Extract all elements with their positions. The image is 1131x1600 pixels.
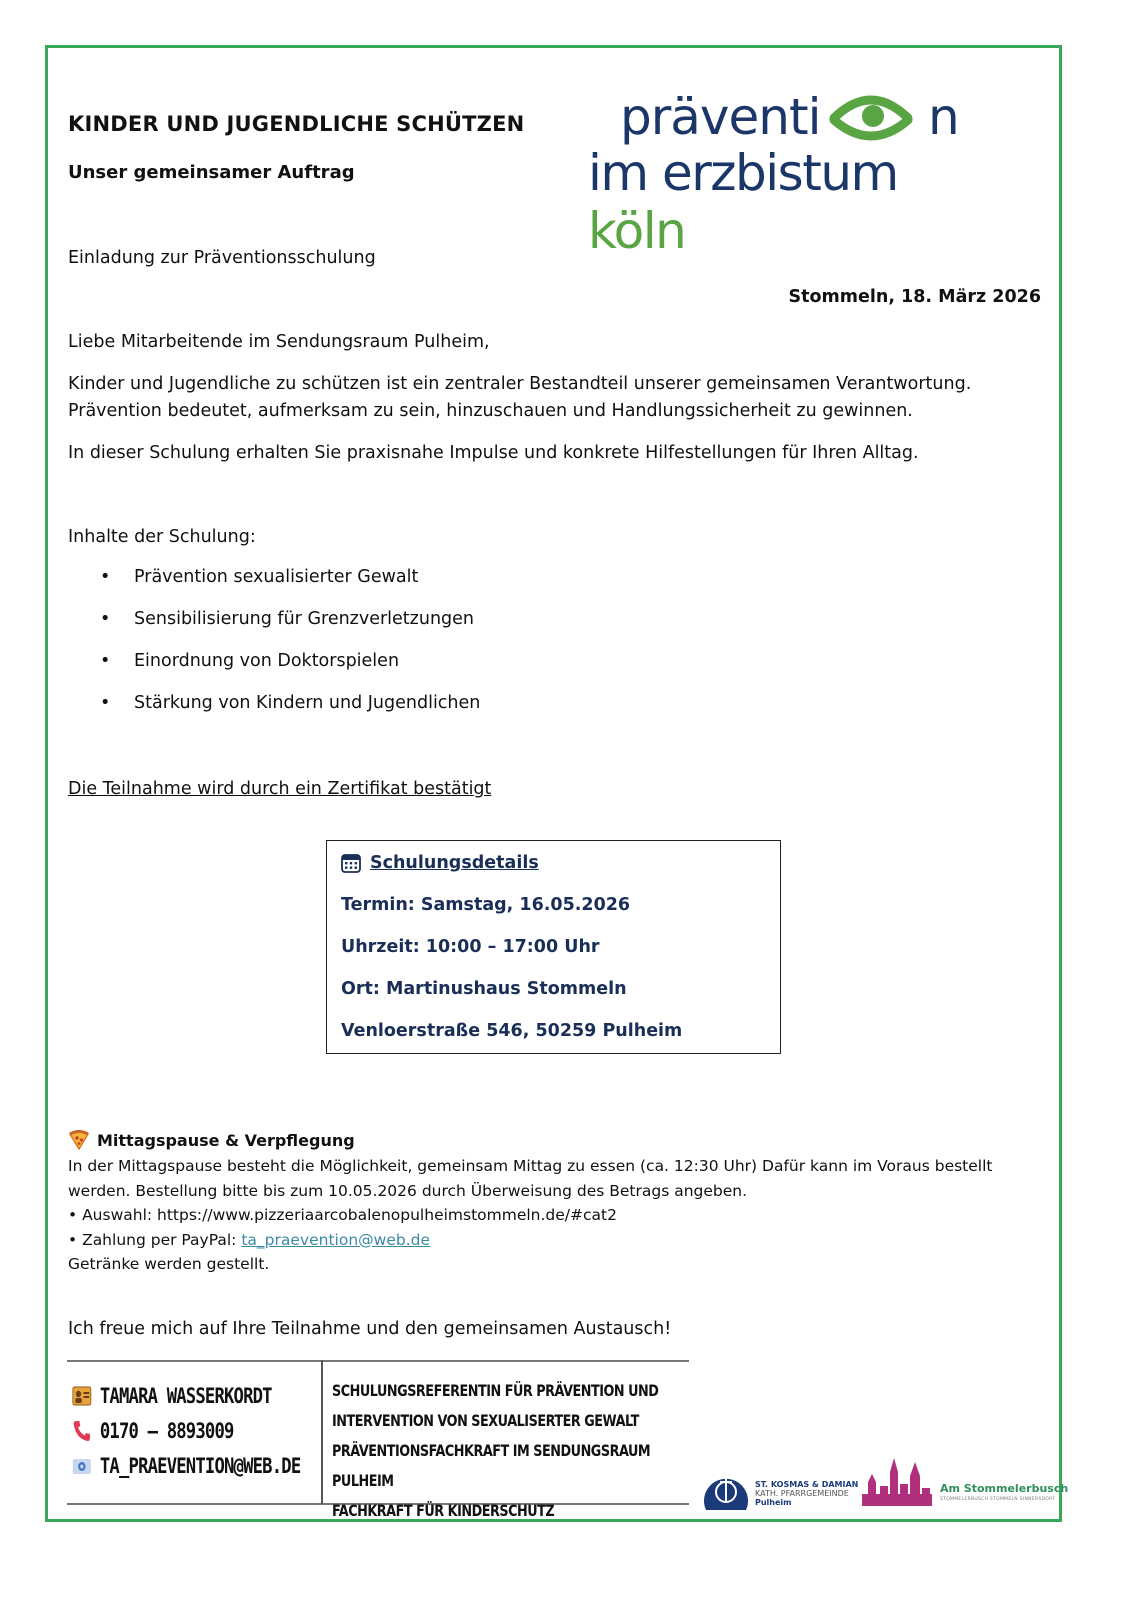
lunch-heading-text: Mittagspause & Verpflegung — [97, 1130, 355, 1150]
signature-email: TA_PRAEVENTION@WEB.DE — [99, 1454, 301, 1478]
footer-logos — [702, 1452, 1069, 1514]
church-silhouette-icon — [860, 1456, 934, 1508]
signature-phone: 0170 – 8893009 — [99, 1419, 234, 1443]
closing-line: Ich freue mich auf Ihre Teilnahme und den gemeinsamen Austausch! — [68, 1319, 672, 1339]
calendar-icon — [341, 853, 361, 873]
signature-phone-line — [72, 1419, 234, 1443]
paragraph-2: In dieser Schulung erhalten Sie praxisnahe Impulse und konkrete Hilfestellungen für Ihren Alltag. — [68, 443, 919, 463]
lunch-choice: • Auswahl: https://www.pizzeriaarcobalenopulheimstommeln.de/#cat2 — [68, 1206, 617, 1224]
signature-top-divider — [67, 1360, 689, 1362]
lunch-text: In der Mittagspause besteht die Möglichkeit, gemeinsam Mittag zu essen (ca. 12:30 Uhr) Dafür kann im Voraus bestellt werden. Bestellung bitte bis zum 10.05.2026 durch Überweisung des Betrags angeben. — [68, 1157, 993, 1200]
praevention-logo — [588, 82, 1008, 260]
parish-line3: Pulheim — [755, 1498, 792, 1507]
stommelerbusch-subtitle: STOMMELERBUSCH STOMMELN SINNERSDORF — [940, 1497, 1056, 1502]
certificate-note: Die Teilnahme wird durch ein Zertifikat bestätigt — [68, 779, 492, 799]
pizza-icon — [68, 1130, 90, 1150]
logo-line1-part2: n — [928, 88, 960, 146]
logo-line2-part2: köln — [588, 202, 686, 260]
details-time: Uhrzeit: 10:00 – 17:00 Uhr — [341, 937, 600, 957]
contents-list — [100, 564, 480, 732]
details-location: Ort: Martinushaus Stommeln — [341, 979, 627, 999]
logo-line1-part1: präventi — [620, 88, 821, 146]
details-box — [326, 840, 781, 1054]
signature-roles — [332, 1376, 700, 1526]
lunch-info — [68, 1154, 1048, 1277]
greeting: Liebe Mitarbeitende im Sendungsraum Pulheim, — [68, 332, 490, 352]
details-title-text: Schulungsdetails — [370, 853, 539, 873]
lunch-drinks: Getränke werden gestellt. — [68, 1255, 270, 1273]
role-line: FACHKRAFT FÜR KINDERSCHUTZ — [332, 1501, 555, 1520]
page-title: KINDER UND JUGENDLICHE SCHÜTZEN — [68, 112, 525, 136]
details-title — [341, 853, 539, 873]
page-subtitle: Unser gemeinsamer Auftrag — [68, 162, 355, 183]
payment-prefix: • Zahlung per PayPal: — [68, 1230, 242, 1249]
list-item: • Prävention sexualisierter Gewalt — [100, 564, 480, 606]
place-date: Stommeln, 18. März 2026 — [788, 287, 1041, 307]
signature-email-line — [72, 1454, 300, 1478]
parish-emblem-icon — [702, 1466, 750, 1514]
list-item: • Stärkung von Kindern und Jugendlichen — [100, 690, 480, 732]
lunch-payment — [68, 1228, 1048, 1253]
list-item: • Einordnung von Doktorspielen — [100, 648, 480, 690]
paypal-link[interactable]: ta_praevention@web.de — [241, 1230, 430, 1249]
list-item: • Sensibilisierung für Grenzverletzungen — [100, 606, 480, 648]
details-date: Termin: Samstag, 16.05.2026 — [341, 895, 631, 915]
parish-line2: KATH. PFARRGEMEINDE — [755, 1489, 849, 1498]
logo-line2-part1: im erzbistum — [588, 144, 898, 202]
email-icon — [72, 1454, 92, 1478]
lunch-heading — [68, 1130, 355, 1150]
parish-text — [755, 1480, 858, 1507]
logo-line2 — [588, 144, 1008, 260]
contents-heading: Inhalte der Schulung: — [68, 527, 256, 547]
paragraph-1: Kinder und Jugendliche zu schützen ist ein zentraler Bestandteil unserer gemeinsamen Verantwortung. Prävention bedeutet, aufmerksam zu sein, hinzuschauen und Handlungssicherheit zu gewinnen. — [68, 374, 972, 421]
parish-line1: ST. KOSMAS & DAMIAN — [755, 1480, 859, 1489]
eye-icon — [826, 86, 916, 146]
role-line: SCHULUNGSREFERENTIN FÜR PRÄVENTION UND — [332, 1381, 659, 1400]
stommelerbusch-title: Am Stommelerbusch — [940, 1482, 1069, 1495]
person-card-icon — [72, 1384, 92, 1408]
role-line: PRÄVENTIONSFACHKRAFT IM SENDUNGSRAUM PULHEIM — [332, 1441, 651, 1490]
signature-name-line — [72, 1384, 272, 1408]
phone-icon — [72, 1419, 92, 1443]
signature-vertical-divider — [321, 1360, 323, 1504]
invitation-line: Einladung zur Präventionsschulung — [68, 248, 376, 268]
signature-name: TAMARA WASSERKORDT — [99, 1384, 272, 1408]
details-address: Venloerstraße 546, 50259 Pulheim — [341, 1021, 683, 1041]
role-line: INTERVENTION VON SEXUALISERTER GEWALT — [332, 1411, 639, 1430]
